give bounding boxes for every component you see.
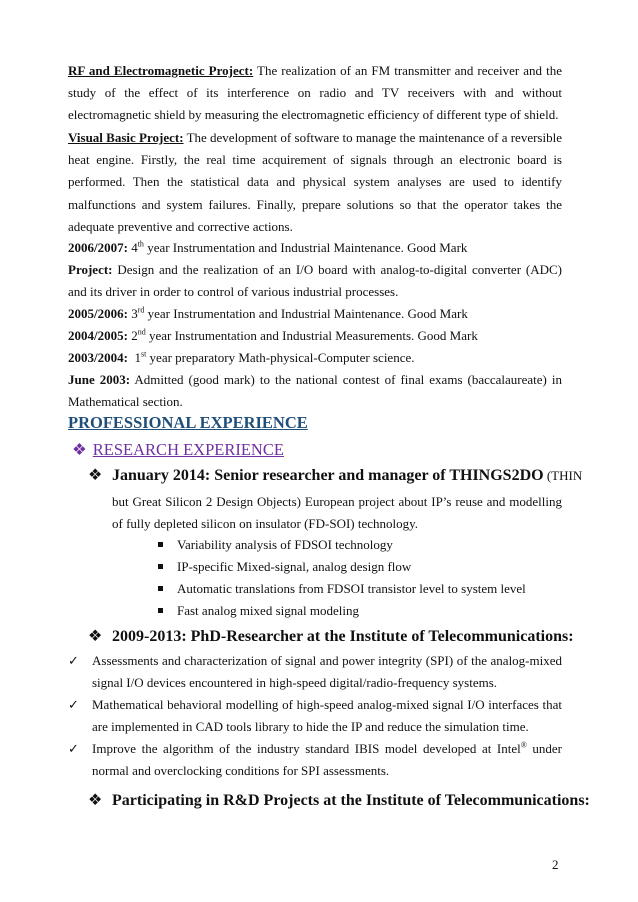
education-2006-label: 2006/2007: xyxy=(68,240,128,255)
education-2005-text: year Instrumentation and Industrial Maintenance. Good Mark xyxy=(144,306,468,321)
research-experience-label: RESEARCH EXPERIENCE xyxy=(92,440,284,459)
jan2014-bullet xyxy=(158,537,393,553)
square-bullet-icon xyxy=(158,586,163,591)
education-2005-number: 3 xyxy=(127,306,138,321)
phd-check-text xyxy=(92,738,562,782)
registered-mark: ® xyxy=(520,740,527,750)
phd-check3-text-a: Improve the algorithm of the industry standard IBIS model developed at Intel xyxy=(92,741,521,756)
jan2014-title-rest: (THIN xyxy=(543,468,583,483)
phd-check-item xyxy=(68,694,562,738)
education-2004-number: 2 xyxy=(127,328,138,343)
jan2014-bullet-text: Fast analog mixed signal modeling xyxy=(177,603,359,618)
education-2006-line xyxy=(68,237,562,259)
jan2014-bullet xyxy=(158,559,411,575)
diamond-icon: ❖ xyxy=(88,467,103,484)
phd-item xyxy=(88,626,574,646)
square-bullet-icon xyxy=(158,564,163,569)
page-number: 2 xyxy=(552,857,559,872)
education-2006-number: 4 xyxy=(127,240,138,255)
jan2014-bullet-text: Variability analysis of FDSOI technology xyxy=(177,537,393,552)
square-bullet-icon xyxy=(158,542,163,547)
phd-check-text: Assessments and characterization of signal and power integrity (SPI) of the analog-mixed signal I/O devices encountered in high-speed digital/radio-frequency systems. xyxy=(92,653,562,691)
education-2004-text: year Instrumentation and Industrial Measurements. Good Mark xyxy=(145,328,478,343)
rf-project-label: RF and Electromagnetic Project: xyxy=(68,63,254,78)
rf-project-paragraph xyxy=(68,60,562,127)
june-2003-paragraph xyxy=(68,369,562,413)
checkmark-icon: ✓ xyxy=(68,653,79,668)
jan2014-bullet-text: Automatic translations from FDSOI transistor level to system level xyxy=(177,581,526,596)
education-2003-number: 1 xyxy=(127,350,141,365)
adc-project-paragraph xyxy=(68,259,562,303)
phd-check-item xyxy=(68,650,562,694)
phd-title: 2009-2013: PhD-Researcher at the Institute of Telecommunications: xyxy=(112,628,574,645)
jan2014-item xyxy=(88,465,582,485)
rf-project-text: The realization of an FM transmitter and receiver and the study of the effect of its interference on radio and TV receivers with and without electromagnetic shield by measuring the electromagnetic efficiency of different type of shield. xyxy=(68,63,562,123)
education-2004-line xyxy=(68,325,562,347)
professional-experience-heading: PROFESSIONAL EXPERIENCE xyxy=(68,413,308,432)
education-2005-line xyxy=(68,303,562,325)
checkmark-icon: ✓ xyxy=(68,697,79,712)
education-2005-label: 2005/2006: xyxy=(68,306,128,321)
education-2003-text: year preparatory Math-physical-Computer science. xyxy=(146,350,415,365)
education-2003-line xyxy=(68,347,562,369)
rd-projects-item xyxy=(88,790,590,810)
education-2004-superscript: nd xyxy=(137,327,146,337)
square-bullet-icon xyxy=(158,608,163,613)
june-2003-text: Admitted (good mark) to the national contest of final exams (baccalaureate) in Mathematical section. xyxy=(68,372,563,410)
jan2014-bullet xyxy=(158,603,359,619)
jan2014-bullet xyxy=(158,581,526,597)
education-2005-superscript: rd xyxy=(137,305,145,315)
phd-check-text: Mathematical behavioral modelling of high-speed analog-mixed signal I/O interfaces that are implemented in CAD tools library to hide the IP and reduce the simulation time. xyxy=(92,697,562,735)
jan2014-description: but Great Silicon 2 Design Objects) European project about IP’s reuse and modelling of fully depleted silicon on insulator (FD-SOI) technology. xyxy=(112,494,562,532)
diamond-icon: ❖ xyxy=(88,628,103,645)
jan2014-bullet-text: IP-specific Mixed-signal, analog design flow xyxy=(177,559,412,574)
phd-check3-text-b: under normal and overclocking conditions for SPI assessments. xyxy=(92,741,562,779)
jan2014-title: January 2014: Senior researcher and manager of THINGS2DO xyxy=(112,467,544,484)
rd-projects-title: Participating in R&D Projects at the Institute of Telecommunications: xyxy=(112,792,590,809)
research-experience-heading xyxy=(72,440,284,460)
adc-project-label: Project: xyxy=(68,262,113,277)
vb-project-label: Visual Basic Project: xyxy=(68,130,184,145)
education-2003-superscript: st xyxy=(140,349,147,359)
diamond-icon: ❖ xyxy=(88,792,103,809)
education-2006-superscript: th xyxy=(137,239,144,249)
phd-check-item xyxy=(68,738,562,782)
vb-project-text: The development of software to manage the maintenance of a reversible heat engine. Firstly, the real time acquirement of signals through an electronic board is performed. Then the statistical data and physical system analyses are used to identify malfunctions and system failures. Finally, prepare solutions so that the operator takes the adequate preventive and corrective actions. xyxy=(68,130,562,234)
education-2006-text: year Instrumentation and Industrial Maintenance. Good Mark xyxy=(143,240,468,255)
vb-project-paragraph xyxy=(68,127,562,238)
diamond-icon: ❖ xyxy=(72,440,87,459)
june-2003-label: June 2003: xyxy=(68,372,131,387)
education-2003-label: 2003/2004: xyxy=(68,350,128,365)
adc-project-text: Design and the realization of an I/O board with analog-to-digital converter (ADC) and its driver in order to control of various industrial processes. xyxy=(68,262,562,300)
checkmark-icon: ✓ xyxy=(68,741,79,756)
education-2004-label: 2004/2005: xyxy=(68,328,128,343)
